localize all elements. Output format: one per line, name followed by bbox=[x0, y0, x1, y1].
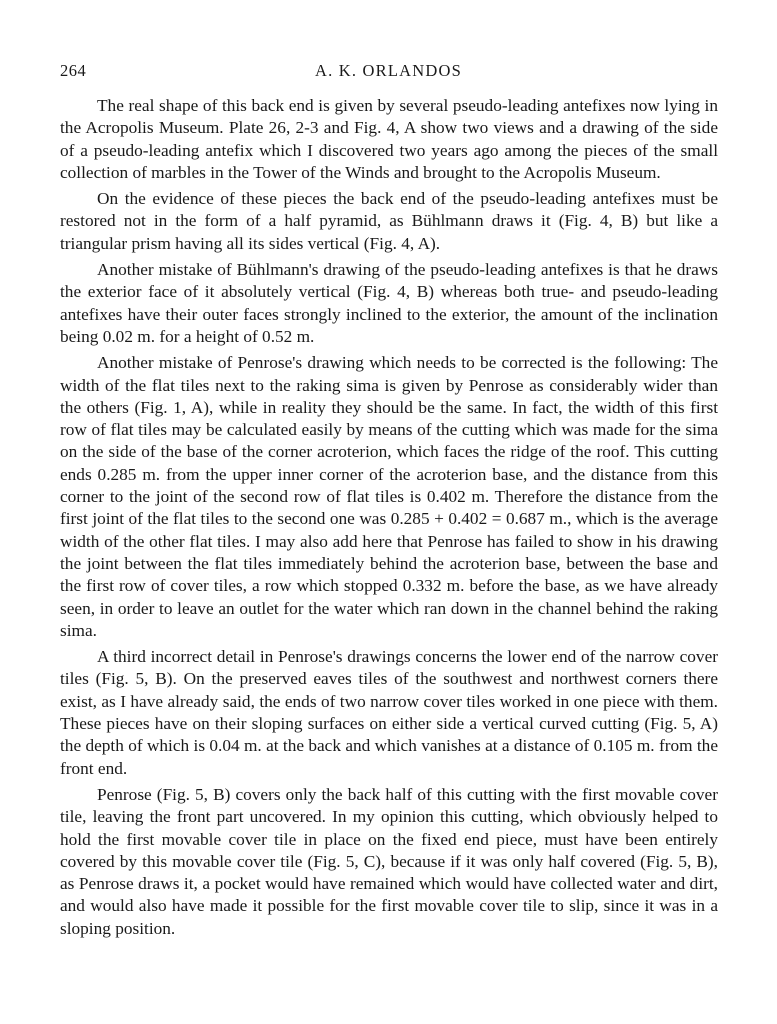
paragraph-1: The real shape of this back end is given by several pseudo-leading antefixes now lying in the Acropolis Museum. Plate 26, 2-3 and Fig. 4, A show two views and a drawing of the side of a pseudo-leading antefix which I discovered two years ago among the pieces of the small collection of marbles in the Tower of the Winds and brought to the Acropolis Museum. bbox=[60, 96, 718, 182]
paragraph-5: A third incorrect detail in Penrose's drawings concerns the lower end of the narrow cover tiles (Fig. 5, B). On the preserved eaves tiles of the southwest and northwest corners there exist, as I have already said, the ends of two narrow cover tiles worked in one piece with them. These pieces have on their sloping surfaces on either side a vertical curved cutting (Fig. 5, A) the depth of which is 0.04 m. at the back and which vanishes at a distance of 0.105 m. from the front end. bbox=[60, 647, 718, 778]
page-number: 264 bbox=[60, 61, 87, 80]
page-header bbox=[60, 61, 717, 83]
paragraph-2: On the evidence of these pieces the back end of the pseudo-leading antefixes must be restored not in the form of a half pyramid, as Bühlmann draws it (Fig. 4, B) but like a triangular prism having all its sides vertical (Fig. 4, A). bbox=[60, 189, 718, 253]
paragraph-6: Penrose (Fig. 5, B) covers only the back half of this cutting with the first movable cover tile, leaving the front part uncovered. In my opinion this cutting, which obviously helped to hold the first movable cover tile in place on the fixed end piece, must have been entirely covered by this movable cover tile (Fig. 5, C), because if it was only half covered (Fig. 5, B), as Penrose draws it, a pocket would have remained which would have collected water and dirt, and would also have made it possible for the first movable cover tile to slip, since it was in a sloping position. bbox=[60, 784, 718, 938]
paragraph-4: Another mistake of Penrose's drawing which needs to be corrected is the following: The width of the flat tiles next to the raking sima is given by Penrose as considerably wider than the others (Fig. 1, A), while in reality they should be the same. In fact, the width of this first row of flat tiles may be calculated easily by means of the cutting which was made for the sima on the side of the base of the corner acroterion, which faces the ridge of the roof. This cutting ends 0.285 m. from the upper inner corner of the acroterion base, and the distance from this corner to the joint of the second row of flat tiles is 0.402 m. Therefore the distance from the first joint of the flat tiles to the second one was 0.285 + 0.402 = 0.687 m., which is the average width of the other flat tiles. I may also add here that Penrose has failed to show in his drawing the joint between the flat tiles immediately behind the acroterion base, between the base and the first row of cover tiles, a row which stopped 0.332 m. before the base, as we have already seen, in order to leave an outlet for the water which ran down in the channel behind the raking sima. bbox=[60, 353, 718, 640]
running-head: A. K. ORLANDOS bbox=[315, 61, 462, 80]
paragraph-3: Another mistake of Bühlmann's drawing of the pseudo-leading antefixes is that he draws the exterior face of it absolutely vertical (Fig. 4, B) whereas both true- and pseudo-leading antefixes have their outer faces strongly inclined to the exterior, the amount of the inclination being 0.02 m. for a height of 0.52 m. bbox=[60, 260, 718, 346]
body-text bbox=[60, 95, 718, 944]
